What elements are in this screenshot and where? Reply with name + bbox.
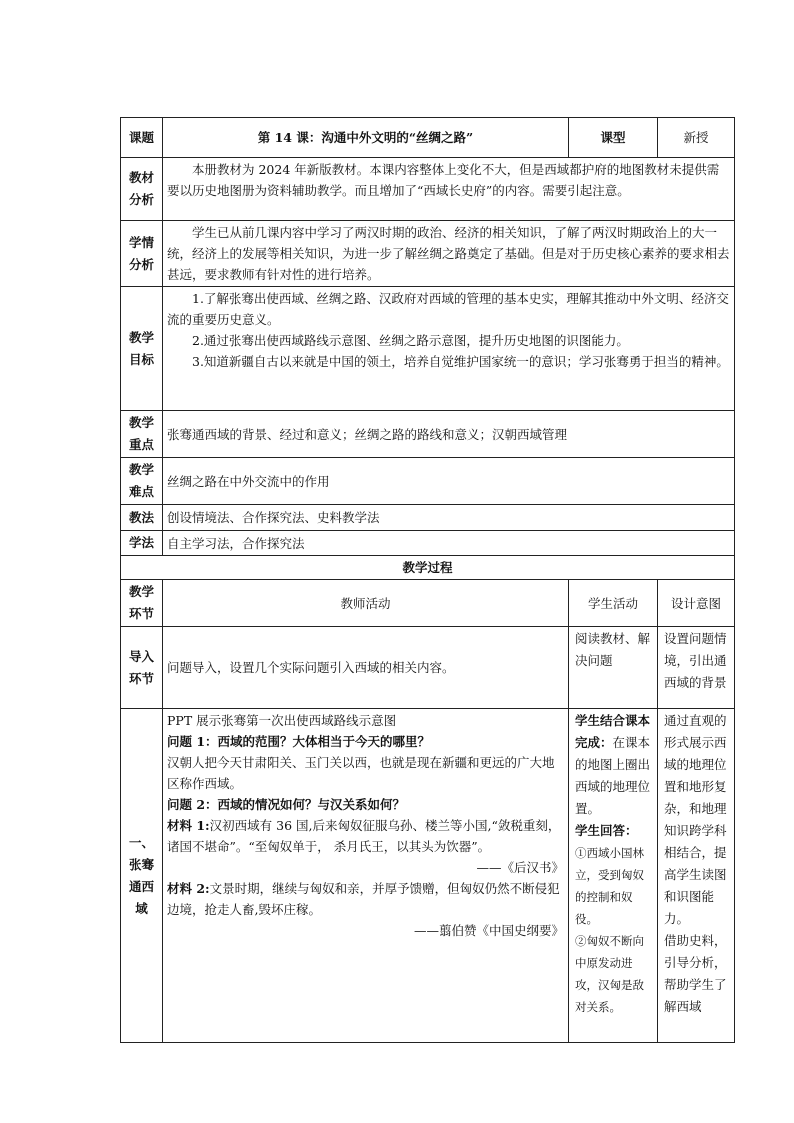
material-1 xyxy=(167,815,564,857)
section1-row xyxy=(121,709,735,1043)
question-1: 问题 1：西域的范围？大体相当于今天的哪里？ xyxy=(167,734,431,749)
difficult-label: 教学难点 xyxy=(121,458,163,505)
students-label: 学情分析 xyxy=(121,221,163,287)
goals-label: 教学目标 xyxy=(121,287,163,411)
key-label: 教学重点 xyxy=(121,411,163,458)
intro-student: 阅读教材、解决问题 xyxy=(569,627,658,709)
process-title-row xyxy=(121,556,735,580)
key-text: 张骞通西域的背景、经过和意义；丝绸之路的路线和意义；汉朝西域管理 xyxy=(163,411,735,458)
difficult-row xyxy=(121,458,735,505)
goals-row xyxy=(121,287,735,411)
student-answer-1: ①西域小国林立，受到匈奴的控制和奴役。 xyxy=(575,846,644,926)
answer-1: 汉朝人把今天甘肃阳关、玉门关以西，也就是现在新疆和更远的广大地区称作西域。 xyxy=(167,755,555,791)
student-task-text: 在课本的地图上圈出西域的地理位置。 xyxy=(575,735,651,816)
teacher-line: PPT 展示张骞第一次出使西域路线示意图 xyxy=(167,713,397,728)
material-1-label: 材料 1: xyxy=(167,818,210,833)
lesson-title: 第 14 课：沟通中外文明的“丝绸之路” xyxy=(163,118,569,158)
material-2-text: 文景时期，继续与匈奴和亲，并厚予馈赠，但匈奴仍然不断侵犯边境，抢走人畜,毁坏庄稼。 xyxy=(167,881,560,917)
methods-row xyxy=(121,505,735,531)
col-intent-header: 设计意图 xyxy=(658,580,735,627)
intro-row xyxy=(121,627,735,709)
col-stage-header: 教学环节 xyxy=(121,580,163,627)
title-label: 课题 xyxy=(121,118,163,158)
student-answer-label: 学生回答： xyxy=(575,823,638,838)
col-teacher-header: 教师活动 xyxy=(163,580,569,627)
material-2-source: ——翦伯赞《中国史纲要》 xyxy=(413,923,564,938)
methods-label: 教法 xyxy=(121,505,163,531)
learning-text: 自主学习法，合作探究法 xyxy=(163,531,735,556)
lesson-type: 新授 xyxy=(658,118,735,158)
goals-list xyxy=(163,287,735,411)
section1-teacher xyxy=(163,709,569,1043)
intro-teacher: 问题导入，设置几个实际问题引入西域的相关内容。 xyxy=(163,627,569,709)
section1-intent xyxy=(658,709,735,1043)
textbook-label: 教材分析 xyxy=(121,158,163,221)
student-task-label: 学生结合课本完成： xyxy=(575,713,651,750)
methods-text: 创设情境法、合作探究法、史料教学法 xyxy=(163,505,735,531)
student-task xyxy=(575,710,651,820)
col-student-header: 学生活动 xyxy=(569,580,658,627)
learning-label: 学法 xyxy=(121,531,163,556)
difficult-text: 丝绸之路在中外交流中的作用 xyxy=(163,458,735,505)
textbook-text: 本册教材为 2024 年新版教材。本课内容整体上变化不大，但是西域都护府的地图教材未提供需要以历史地图册为资料辅助教学。而且增加了“西域长史府”的内容。需要引起注意。 xyxy=(167,162,720,198)
intent-2: 借助史料，引导分析，帮助学生了解西域 xyxy=(664,933,727,1014)
lesson-plan-table xyxy=(120,117,735,1043)
title-row xyxy=(121,118,735,158)
goal-item: 2.通过张骞出使西域路线示意图、丝绸之路示意图，提升历史地图的识图能力。 xyxy=(192,333,629,348)
intro-stage: 导入环节 xyxy=(121,627,163,709)
goal-item: 3.知道新疆自古以来就是中国的领土，培养自觉维护国家统一的意识；学习张骞勇于担当的精神。 xyxy=(192,354,729,369)
material-2-label: 材料 2: xyxy=(167,881,210,896)
key-row xyxy=(121,411,735,458)
intro-intent: 设置问题情境，引出通西域的背景 xyxy=(658,627,735,709)
section1-stage: 一、张骞通西域 xyxy=(121,709,163,1043)
textbook-row xyxy=(121,158,735,221)
intent-1: 通过直观的形式展示西域的地理位置和地形复杂，和地理知识跨学科相结合，提高学生读图和识图能力。 xyxy=(664,713,727,926)
material-1-source: ——《后汉书》 xyxy=(476,860,564,875)
material-2 xyxy=(167,878,564,920)
process-header-row xyxy=(121,580,735,627)
students-text: 学生已从前几课内容中学习了两汉时期的政治、经济的相关知识，了解了两汉时期政治上的大一统，经济上的发展等相关知识，为进一步了解丝绸之路奠定了基础。但是对于历史核心素养的要求相去甚远，要求教师有针对性的进行培养。 xyxy=(167,225,730,282)
question-2: 问题 2：西域的情况如何？与汉关系如何？ xyxy=(167,797,406,812)
student-answer-2: ②匈奴不断向中原发动进攻，汉匈是敌对关系。 xyxy=(575,934,644,1014)
type-label: 课型 xyxy=(569,118,658,158)
learning-row xyxy=(121,531,735,556)
students-row xyxy=(121,221,735,287)
section1-student xyxy=(569,709,658,1043)
process-title: 教学过程 xyxy=(121,556,735,580)
material-1-text: 汉初西域有 36 国,后来匈奴征服乌孙、楼兰等小国,“敛税重刻，诸国不堪命”。“至匈奴单于， 杀月氏王，以其头为饮器”。 xyxy=(167,818,561,854)
goal-item: 1.了解张骞出使西域、丝绸之路、汉政府对西域的管理的基本史实，理解其推动中外文明、经济交流的重要历史意义。 xyxy=(167,291,729,327)
